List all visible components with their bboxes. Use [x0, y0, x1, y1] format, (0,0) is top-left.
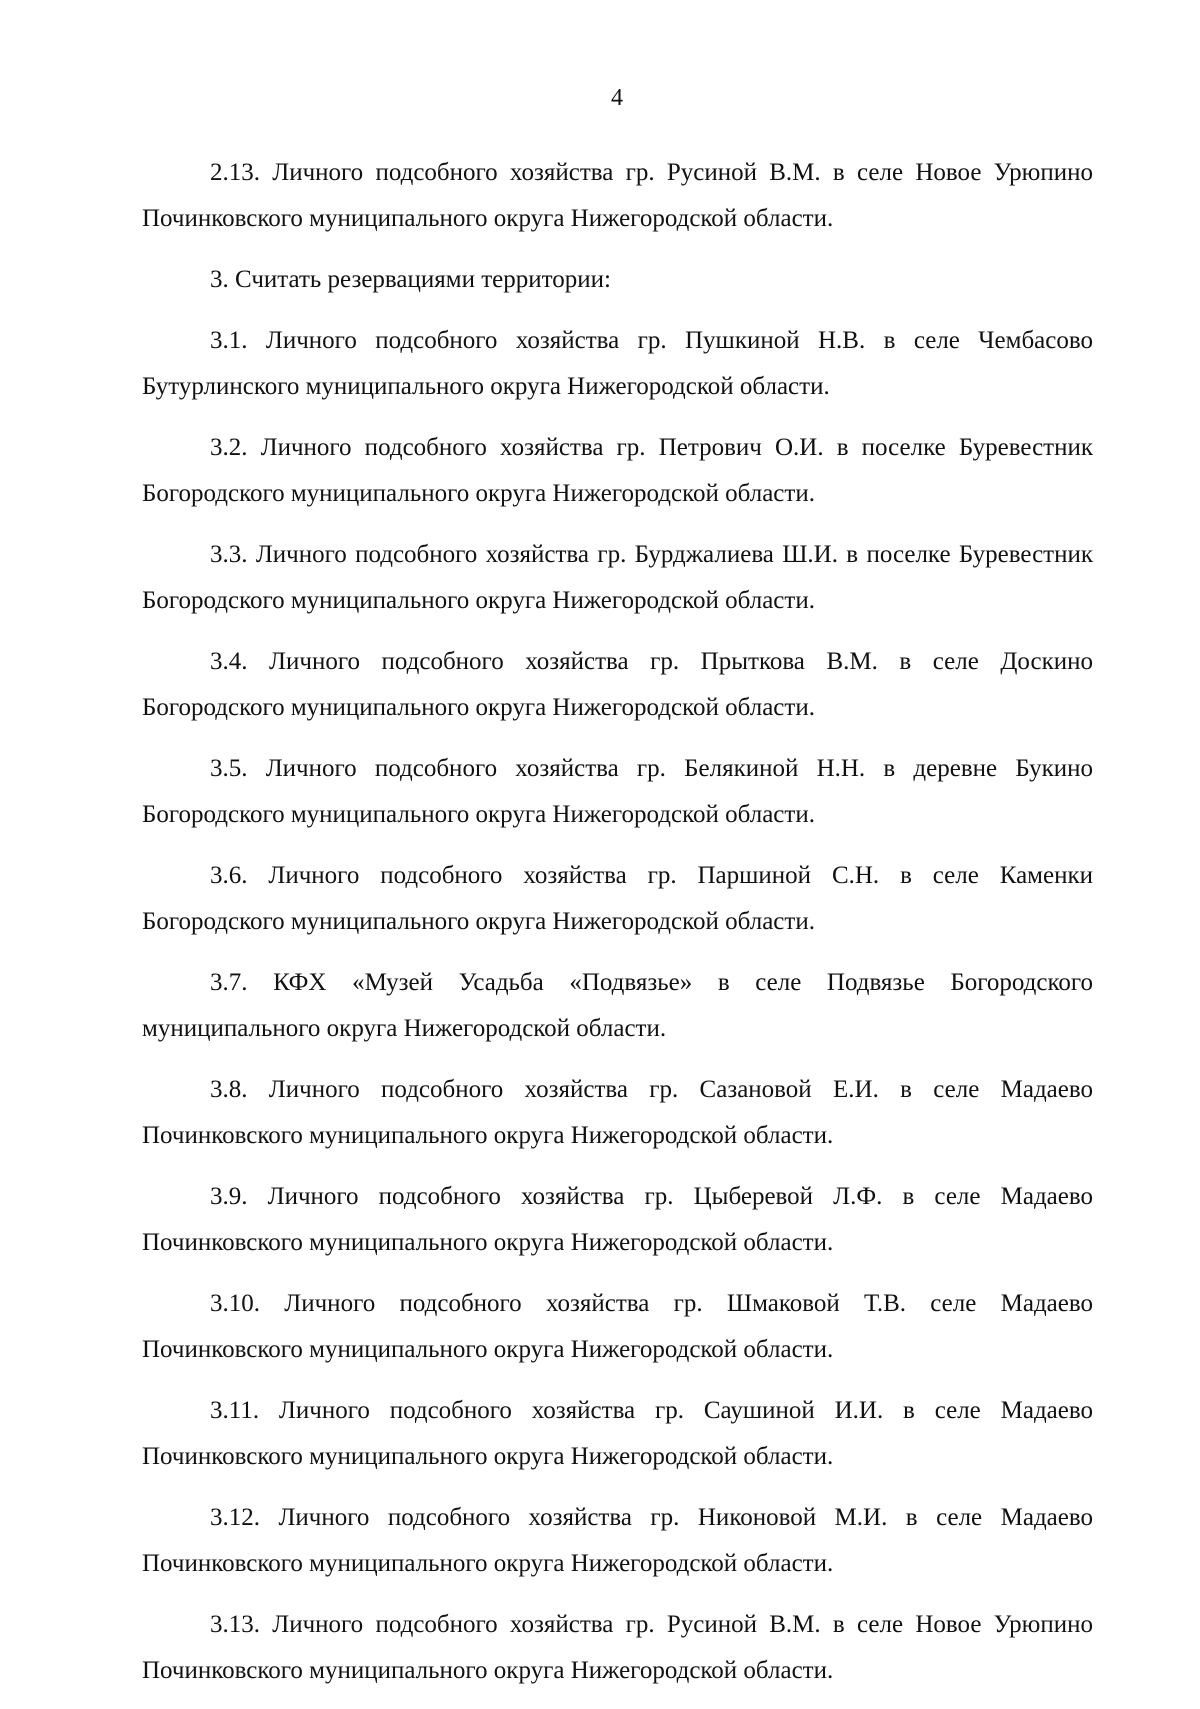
- paragraph-3-6: 3.6. Личного подсобного хозяйства гр. Паршиной С.Н. в селе Каменки Богородского муниципального округа Нижегородской области.: [142, 862, 1093, 935]
- document-body: [142, 150, 1093, 1709]
- paragraph-3-11: 3.11. Личного подсобного хозяйства гр. Саушиной И.И. в селе Мадаево Починковского муниципального округа Нижегородской области.: [142, 1397, 1093, 1470]
- paragraph-3-8: 3.8. Личного подсобного хозяйства гр. Сазановой Е.И. в селе Мадаево Починковского муниципального округа Нижегородской области.: [142, 1076, 1093, 1149]
- paragraph-2-13: 2.13. Личного подсобного хозяйства гр. Русиной В.М. в селе Новое Урюпино Починковского муниципального округа Нижегородской области.: [142, 159, 1093, 232]
- paragraph-3-2: 3.2. Личного подсобного хозяйства гр. Петрович О.И. в поселке Буревестник Богородского муниципального округа Нижегородской области.: [142, 434, 1093, 507]
- paragraph-3-13: 3.13. Личного подсобного хозяйства гр. Русиной В.М. в селе Новое Урюпино Починковского муниципального округа Нижегородской области.: [142, 1611, 1093, 1684]
- paragraph-3-9: 3.9. Личного подсобного хозяйства гр. Цыберевой Л.Ф. в селе Мадаево Починковского муниципального округа Нижегородской области.: [142, 1183, 1093, 1256]
- paragraph-3-10: 3.10. Личного подсобного хозяйства гр. Шмаковой Т.В. селе Мадаево Починковского муниципального округа Нижегородской области.: [142, 1290, 1093, 1363]
- paragraph-3-3: 3.3. Личного подсобного хозяйства гр. Бурджалиева Ш.И. в поселке Буревестник Богородского муниципального округа Нижегородской области.: [142, 541, 1093, 614]
- paragraph-3-5: 3.5. Личного подсобного хозяйства гр. Белякиной Н.Н. в деревне Букино Богородского муниципального округа Нижегородской области.: [142, 755, 1093, 828]
- paragraph-3-7: 3.7. КФХ «Музей Усадьба «Подвязье» в селе Подвязье Богородского муниципального округа Нижегородской области.: [142, 969, 1093, 1042]
- paragraph-3-12: 3.12. Личного подсобного хозяйства гр. Никоновой М.И. в селе Мадаево Починковского муниципального округа Нижегородской области.: [142, 1504, 1093, 1577]
- paragraph-3-heading: 3. Считать резервациями территории:: [210, 266, 611, 293]
- paragraph-3-1: 3.1. Личного подсобного хозяйства гр. Пушкиной Н.В. в селе Чембасово Бутурлинского муниципального округа Нижегородской области.: [142, 327, 1093, 400]
- paragraph-3-4: 3.4. Личного подсобного хозяйства гр. Прыткова В.М. в селе Доскино Богородского муниципального округа Нижегородской области.: [142, 648, 1093, 721]
- page-number: 4: [611, 85, 623, 111]
